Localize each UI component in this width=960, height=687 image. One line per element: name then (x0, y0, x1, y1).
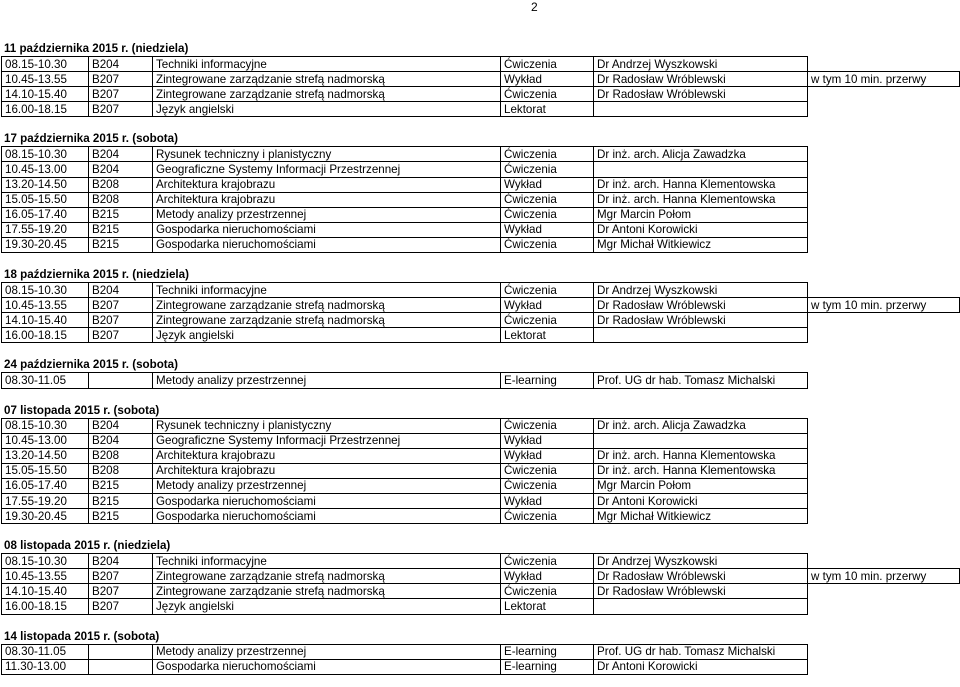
time-cell: 16.05-17.40 (2, 207, 89, 222)
class-type-cell: E-learning (501, 373, 594, 388)
room-cell: B215 (89, 509, 153, 524)
subject-cell: Metody analizy przestrzennej (153, 478, 501, 493)
room-cell: B207 (89, 599, 153, 614)
note-cell: w tym 10 min. przerwy (808, 569, 960, 584)
subject-cell: Rysunek techniczny i planistyczny (153, 418, 501, 433)
table-row (2, 433, 960, 448)
class-type-cell: Lektorat (501, 328, 594, 343)
room-cell: B208 (89, 177, 153, 192)
room-cell: B207 (89, 102, 153, 117)
teacher-cell: Dr Andrzej Wyszkowski (594, 283, 808, 298)
time-cell: 13.20-14.50 (2, 177, 89, 192)
subject-cell: Architektura krajobrazu (153, 177, 501, 192)
time-cell: 08.15-10.30 (2, 418, 89, 433)
note-cell (808, 192, 960, 207)
subject-cell: Rysunek techniczny i planistyczny (153, 147, 501, 162)
schedule-table (1, 644, 960, 675)
table-row (2, 177, 960, 192)
subject-cell: Metody analizy przestrzennej (153, 373, 501, 388)
class-type-cell: Ćwiczenia (501, 509, 594, 524)
note-cell (808, 478, 960, 493)
room-cell: B208 (89, 192, 153, 207)
room-cell: B215 (89, 222, 153, 237)
subject-cell: Metody analizy przestrzennej (153, 207, 501, 222)
room-cell: B204 (89, 554, 153, 569)
class-type-cell: Wykład (501, 222, 594, 237)
note-cell (808, 147, 960, 162)
note-cell (808, 222, 960, 237)
time-cell: 15.05-15.50 (2, 463, 89, 478)
table-row (2, 72, 960, 87)
room-cell: B204 (89, 283, 153, 298)
subject-cell: Zintegrowane zarządzanie strefą nadmorską (153, 87, 501, 102)
class-type-cell: Ćwiczenia (501, 162, 594, 177)
schedule-table (1, 553, 960, 614)
time-cell: 10.45-13.55 (2, 72, 89, 87)
table-row (2, 147, 960, 162)
note-cell (808, 87, 960, 102)
class-type-cell: Wykład (501, 433, 594, 448)
table-row (2, 373, 960, 388)
class-type-cell: Ćwiczenia (501, 57, 594, 72)
table-row (2, 162, 960, 177)
note-cell (808, 313, 960, 328)
teacher-cell: Mgr Marcin Połom (594, 207, 808, 222)
class-type-cell: Ćwiczenia (501, 463, 594, 478)
teacher-cell: Dr Antoni Korowicki (594, 659, 808, 674)
note-cell (808, 448, 960, 463)
note-cell (808, 177, 960, 192)
schedule-table (1, 56, 960, 117)
note-cell (808, 644, 960, 659)
table-row (2, 283, 960, 298)
class-type-cell: Ćwiczenia (501, 207, 594, 222)
teacher-cell: Dr inż. arch. Alicja Zawadzka (594, 147, 808, 162)
subject-cell: Gospodarka nieruchomościami (153, 493, 501, 508)
subject-cell: Architektura krajobrazu (153, 448, 501, 463)
note-cell (808, 554, 960, 569)
room-cell: B207 (89, 584, 153, 599)
table-row (2, 554, 960, 569)
time-cell: 11.30-13.00 (2, 659, 89, 674)
room-cell: B207 (89, 87, 153, 102)
note-cell (808, 509, 960, 524)
note-cell (808, 418, 960, 433)
teacher-cell: Mgr Michał Witkiewicz (594, 509, 808, 524)
note-cell (808, 584, 960, 599)
note-cell (808, 433, 960, 448)
room-cell: B204 (89, 57, 153, 72)
teacher-cell: Prof. UG dr hab. Tomasz Michalski (594, 644, 808, 659)
section-gap (0, 117, 960, 131)
subject-cell: Zintegrowane zarządzanie strefą nadmorską (153, 72, 501, 87)
teacher-cell: Dr inż. arch. Hanna Klementowska (594, 448, 808, 463)
class-type-cell: Wykład (501, 177, 594, 192)
teacher-cell: Mgr Michał Witkiewicz (594, 237, 808, 252)
table-row (2, 509, 960, 524)
day-section (0, 357, 960, 402)
class-type-cell: Wykład (501, 493, 594, 508)
time-cell: 14.10-15.40 (2, 584, 89, 599)
teacher-cell: Dr Radosław Wróblewski (594, 298, 808, 313)
teacher-cell: Dr Antoni Korowicki (594, 493, 808, 508)
subject-cell: Zintegrowane zarządzanie strefą nadmorską (153, 313, 501, 328)
class-type-cell: Ćwiczenia (501, 478, 594, 493)
teacher-cell: Prof. UG dr hab. Tomasz Michalski (594, 373, 808, 388)
subject-cell: Architektura krajobrazu (153, 192, 501, 207)
day-heading: 24 października 2015 r. (sobota) (4, 358, 178, 372)
room-cell: B207 (89, 72, 153, 87)
class-type-cell: Wykład (501, 448, 594, 463)
class-type-cell: Ćwiczenia (501, 283, 594, 298)
room-cell: B215 (89, 493, 153, 508)
section-gap (0, 615, 960, 629)
room-cell: B204 (89, 162, 153, 177)
room-cell: B207 (89, 298, 153, 313)
time-cell: 14.10-15.40 (2, 313, 89, 328)
time-cell: 16.00-18.15 (2, 599, 89, 614)
time-cell: 16.05-17.40 (2, 478, 89, 493)
table-row (2, 222, 960, 237)
teacher-cell: Dr inż. arch. Alicja Zawadzka (594, 418, 808, 433)
schedule-table (1, 372, 960, 388)
note-cell (808, 659, 960, 674)
table-row (2, 57, 960, 72)
class-type-cell: Wykład (501, 298, 594, 313)
room-cell (89, 644, 153, 659)
time-cell: 08.15-10.30 (2, 283, 89, 298)
time-cell: 08.15-10.30 (2, 147, 89, 162)
note-cell (808, 162, 960, 177)
section-gap (0, 389, 960, 403)
teacher-cell: Dr Antoni Korowicki (594, 222, 808, 237)
table-row (2, 584, 960, 599)
teacher-cell: Dr Andrzej Wyszkowski (594, 57, 808, 72)
day-section (0, 131, 960, 267)
room-cell: B204 (89, 418, 153, 433)
day-section (0, 538, 960, 628)
subject-cell: Architektura krajobrazu (153, 463, 501, 478)
note-cell (808, 463, 960, 478)
time-cell: 08.30-11.05 (2, 373, 89, 388)
room-cell (89, 659, 153, 674)
day-section (0, 267, 960, 357)
room-cell: B215 (89, 207, 153, 222)
room-cell: B215 (89, 478, 153, 493)
schedule-table (1, 418, 960, 525)
note-cell (808, 237, 960, 252)
class-type-cell: Ćwiczenia (501, 192, 594, 207)
table-row (2, 644, 960, 659)
subject-cell: Gospodarka nieruchomościami (153, 237, 501, 252)
class-type-cell: E-learning (501, 659, 594, 674)
room-cell: B204 (89, 433, 153, 448)
day-section (0, 41, 960, 131)
day-heading: 07 listopada 2015 r. (sobota) (4, 403, 160, 417)
teacher-cell (594, 162, 808, 177)
subject-cell: Techniki informacyjne (153, 283, 501, 298)
teacher-cell (594, 102, 808, 117)
class-type-cell: Wykład (501, 569, 594, 584)
table-row (2, 207, 960, 222)
subject-cell: Geograficzne Systemy Informacji Przestrzennej (153, 433, 501, 448)
day-heading: 11 października 2015 r. (niedziela) (4, 42, 189, 55)
teacher-cell: Dr Andrzej Wyszkowski (594, 554, 808, 569)
subject-cell: Techniki informacyjne (153, 57, 501, 72)
time-cell: 10.45-13.00 (2, 162, 89, 177)
time-cell: 13.20-14.50 (2, 448, 89, 463)
subject-cell: Gospodarka nieruchomościami (153, 659, 501, 674)
day-section (0, 629, 960, 675)
teacher-cell (594, 433, 808, 448)
time-cell: 14.10-15.40 (2, 87, 89, 102)
schedule (0, 41, 960, 675)
table-row (2, 313, 960, 328)
room-cell: B207 (89, 569, 153, 584)
subject-cell: Geograficzne Systemy Informacji Przestrzennej (153, 162, 501, 177)
table-row (2, 102, 960, 117)
subject-cell: Metody analizy przestrzennej (153, 644, 501, 659)
day-heading: 18 października 2015 r. (niedziela) (4, 268, 189, 282)
table-row (2, 448, 960, 463)
class-type-cell: Ćwiczenia (501, 87, 594, 102)
section-gap (0, 524, 960, 538)
table-row (2, 418, 960, 433)
note-cell (808, 57, 960, 72)
room-cell: B208 (89, 448, 153, 463)
class-type-cell: Lektorat (501, 599, 594, 614)
time-cell: 08.15-10.30 (2, 554, 89, 569)
note-cell (808, 493, 960, 508)
note-cell (808, 207, 960, 222)
teacher-cell (594, 599, 808, 614)
table-row (2, 463, 960, 478)
time-cell: 16.00-18.15 (2, 328, 89, 343)
section-gap (0, 343, 960, 357)
subject-cell: Zintegrowane zarządzanie strefą nadmorską (153, 584, 501, 599)
day-heading: 14 listopada 2015 r. (sobota) (4, 629, 160, 643)
class-type-cell: Ćwiczenia (501, 313, 594, 328)
room-cell: B215 (89, 237, 153, 252)
class-type-cell: Ćwiczenia (501, 554, 594, 569)
page-number: 2 (531, 0, 538, 14)
class-type-cell: Ćwiczenia (501, 147, 594, 162)
note-cell: w tym 10 min. przerwy (808, 72, 960, 87)
class-type-cell: Ćwiczenia (501, 418, 594, 433)
subject-cell: Zintegrowane zarządzanie strefą nadmorską (153, 298, 501, 313)
subject-cell: Język angielski (153, 102, 501, 117)
time-cell: 10.45-13.00 (2, 433, 89, 448)
time-cell: 10.45-13.55 (2, 298, 89, 313)
section-gap (0, 253, 960, 267)
note-cell (808, 328, 960, 343)
table-row (2, 87, 960, 102)
subject-cell: Gospodarka nieruchomościami (153, 509, 501, 524)
class-type-cell: Ćwiczenia (501, 237, 594, 252)
time-cell: 17.55-19.20 (2, 222, 89, 237)
schedule-table (1, 282, 960, 343)
table-row (2, 192, 960, 207)
note-cell (808, 102, 960, 117)
teacher-cell: Dr Radosław Wróblewski (594, 313, 808, 328)
teacher-cell: Mgr Marcin Połom (594, 478, 808, 493)
note-cell (808, 599, 960, 614)
note-cell: w tym 10 min. przerwy (808, 298, 960, 313)
class-type-cell: E-learning (501, 644, 594, 659)
subject-cell: Język angielski (153, 328, 501, 343)
day-heading: 08 listopada 2015 r. (niedziela) (4, 539, 171, 553)
subject-cell: Język angielski (153, 599, 501, 614)
class-type-cell: Ćwiczenia (501, 584, 594, 599)
class-type-cell: Wykład (501, 72, 594, 87)
table-row (2, 328, 960, 343)
day-section (0, 403, 960, 539)
time-cell: 16.00-18.15 (2, 102, 89, 117)
room-cell: B207 (89, 313, 153, 328)
table-row (2, 599, 960, 614)
schedule-table (1, 146, 960, 253)
time-cell: 19.30-20.45 (2, 237, 89, 252)
teacher-cell: Dr Radosław Wróblewski (594, 584, 808, 599)
day-heading: 17 października 2015 r. (sobota) (4, 132, 178, 146)
table-row (2, 659, 960, 674)
room-cell: B207 (89, 328, 153, 343)
time-cell: 10.45-13.55 (2, 569, 89, 584)
table-row (2, 298, 960, 313)
time-cell: 08.15-10.30 (2, 57, 89, 72)
teacher-cell: Dr inż. arch. Hanna Klementowska (594, 463, 808, 478)
class-type-cell: Lektorat (501, 102, 594, 117)
room-cell: B208 (89, 463, 153, 478)
teacher-cell: Dr inż. arch. Hanna Klementowska (594, 177, 808, 192)
subject-cell: Techniki informacyjne (153, 554, 501, 569)
time-cell: 19.30-20.45 (2, 509, 89, 524)
time-cell: 17.55-19.20 (2, 493, 89, 508)
subject-cell: Zintegrowane zarządzanie strefą nadmorską (153, 569, 501, 584)
teacher-cell (594, 328, 808, 343)
room-cell: B204 (89, 147, 153, 162)
subject-cell: Gospodarka nieruchomościami (153, 222, 501, 237)
time-cell: 15.05-15.50 (2, 192, 89, 207)
note-cell (808, 283, 960, 298)
table-row (2, 478, 960, 493)
note-cell (808, 373, 960, 388)
time-cell: 08.30-11.05 (2, 644, 89, 659)
teacher-cell: Dr Radosław Wróblewski (594, 569, 808, 584)
teacher-cell: Dr Radosław Wróblewski (594, 72, 808, 87)
teacher-cell: Dr Radosław Wróblewski (594, 87, 808, 102)
table-row (2, 237, 960, 252)
table-row (2, 493, 960, 508)
room-cell (89, 373, 153, 388)
table-row (2, 569, 960, 584)
teacher-cell: Dr inż. arch. Hanna Klementowska (594, 192, 808, 207)
